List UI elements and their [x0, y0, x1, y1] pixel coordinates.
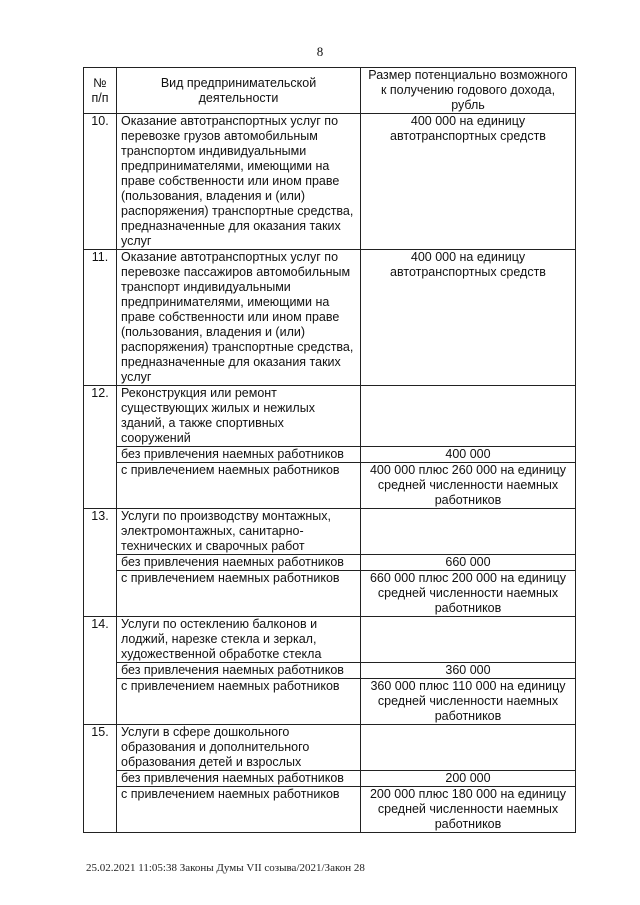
with-employees-value: 200 000 плюс 180 000 на единицу средней численности наемных работников	[361, 787, 576, 833]
table-row	[84, 386, 576, 447]
activity-name: Услуги в сфере дошкольного образования и дополнительного образования детей и взрослых	[117, 725, 361, 771]
row-number: 12.	[84, 386, 117, 509]
header-num: № п/п	[84, 68, 117, 114]
table-subrow	[84, 787, 576, 833]
without-employees-value: 360 000	[361, 663, 576, 679]
income-amount-empty	[361, 725, 576, 771]
with-employees-label: с привлечением наемных работников	[117, 679, 361, 725]
table-row	[84, 509, 576, 555]
table-subrow	[84, 555, 576, 571]
page-number: 8	[316, 44, 324, 59]
table-header-row	[84, 68, 576, 114]
with-employees-value: 400 000 плюс 260 000 на единицу средней численности наемных работников	[361, 463, 576, 509]
income-amount-empty	[361, 509, 576, 555]
table-subrow	[84, 463, 576, 509]
income-amount: 400 000 на единицу автотранспортных средств	[361, 114, 576, 250]
table-row	[84, 617, 576, 663]
with-employees-label: с привлечением наемных работников	[117, 787, 361, 833]
without-employees-label: без привлечения наемных работников	[117, 663, 361, 679]
table-row	[84, 725, 576, 771]
activity-name: Услуги по производству монтажных, электромонтажных, санитарно-технических и сварочных работ	[117, 509, 361, 555]
table-subrow	[84, 771, 576, 787]
row-number: 14.	[84, 617, 117, 725]
row-number: 11.	[84, 250, 117, 386]
income-amount-empty	[361, 386, 576, 447]
with-employees-value: 660 000 плюс 200 000 на единицу средней численности наемных работников	[361, 571, 576, 617]
without-employees-value: 660 000	[361, 555, 576, 571]
with-employees-label: с привлечением наемных работников	[117, 463, 361, 509]
activity-name: Услуги по остеклению балконов и лоджий, нарезке стекла и зеркал, художественной обработке стекла	[117, 617, 361, 663]
income-amount-empty	[361, 617, 576, 663]
header-income: Размер потенциально возможного к получению годового дохода, рубль	[361, 68, 576, 114]
activity-name: Оказание автотранспортных услуг по перевозке грузов автомобильным транспортом индивидуальными предпринимателями, имеющими на праве собственности или ином праве (пользования, владения и (или) распоряжения) транспортные средства, предназначенные для оказания таких услуг	[117, 114, 361, 250]
table-subrow	[84, 663, 576, 679]
header-activity: Вид предпринимательской деятельности	[117, 68, 361, 114]
row-number: 13.	[84, 509, 117, 617]
activities-table	[83, 67, 576, 833]
table-row	[84, 250, 576, 386]
without-employees-label: без привлечения наемных работников	[117, 447, 361, 463]
income-amount: 400 000 на единицу автотранспортных средств	[361, 250, 576, 386]
without-employees-label: без привлечения наемных работников	[117, 771, 361, 787]
table-subrow	[84, 447, 576, 463]
activity-name: Реконструкция или ремонт существующих жилых и нежилых зданий, а также спортивных сооружений	[117, 386, 361, 447]
table-subrow	[84, 571, 576, 617]
row-number: 15.	[84, 725, 117, 833]
with-employees-label: с привлечением наемных работников	[117, 571, 361, 617]
table-subrow	[84, 679, 576, 725]
activity-name: Оказание автотранспортных услуг по перевозке пассажиров автомобильным транспорт индивидуальными предпринимателями, имеющими на праве собственности или ином праве (пользования, владения и (или) распоряжения) транспортные средства, предназначенные для оказания таких услуг	[117, 250, 361, 386]
table-row	[84, 114, 576, 250]
with-employees-value: 360 000 плюс 110 000 на единицу средней численности наемных работников	[361, 679, 576, 725]
document-footer: 25.02.2021 11:05:38 Законы Думы VII созыва/2021/Закон 28	[86, 862, 365, 874]
without-employees-label: без привлечения наемных работников	[117, 555, 361, 571]
without-employees-value: 200 000	[361, 771, 576, 787]
without-employees-value: 400 000	[361, 447, 576, 463]
row-number: 10.	[84, 114, 117, 250]
